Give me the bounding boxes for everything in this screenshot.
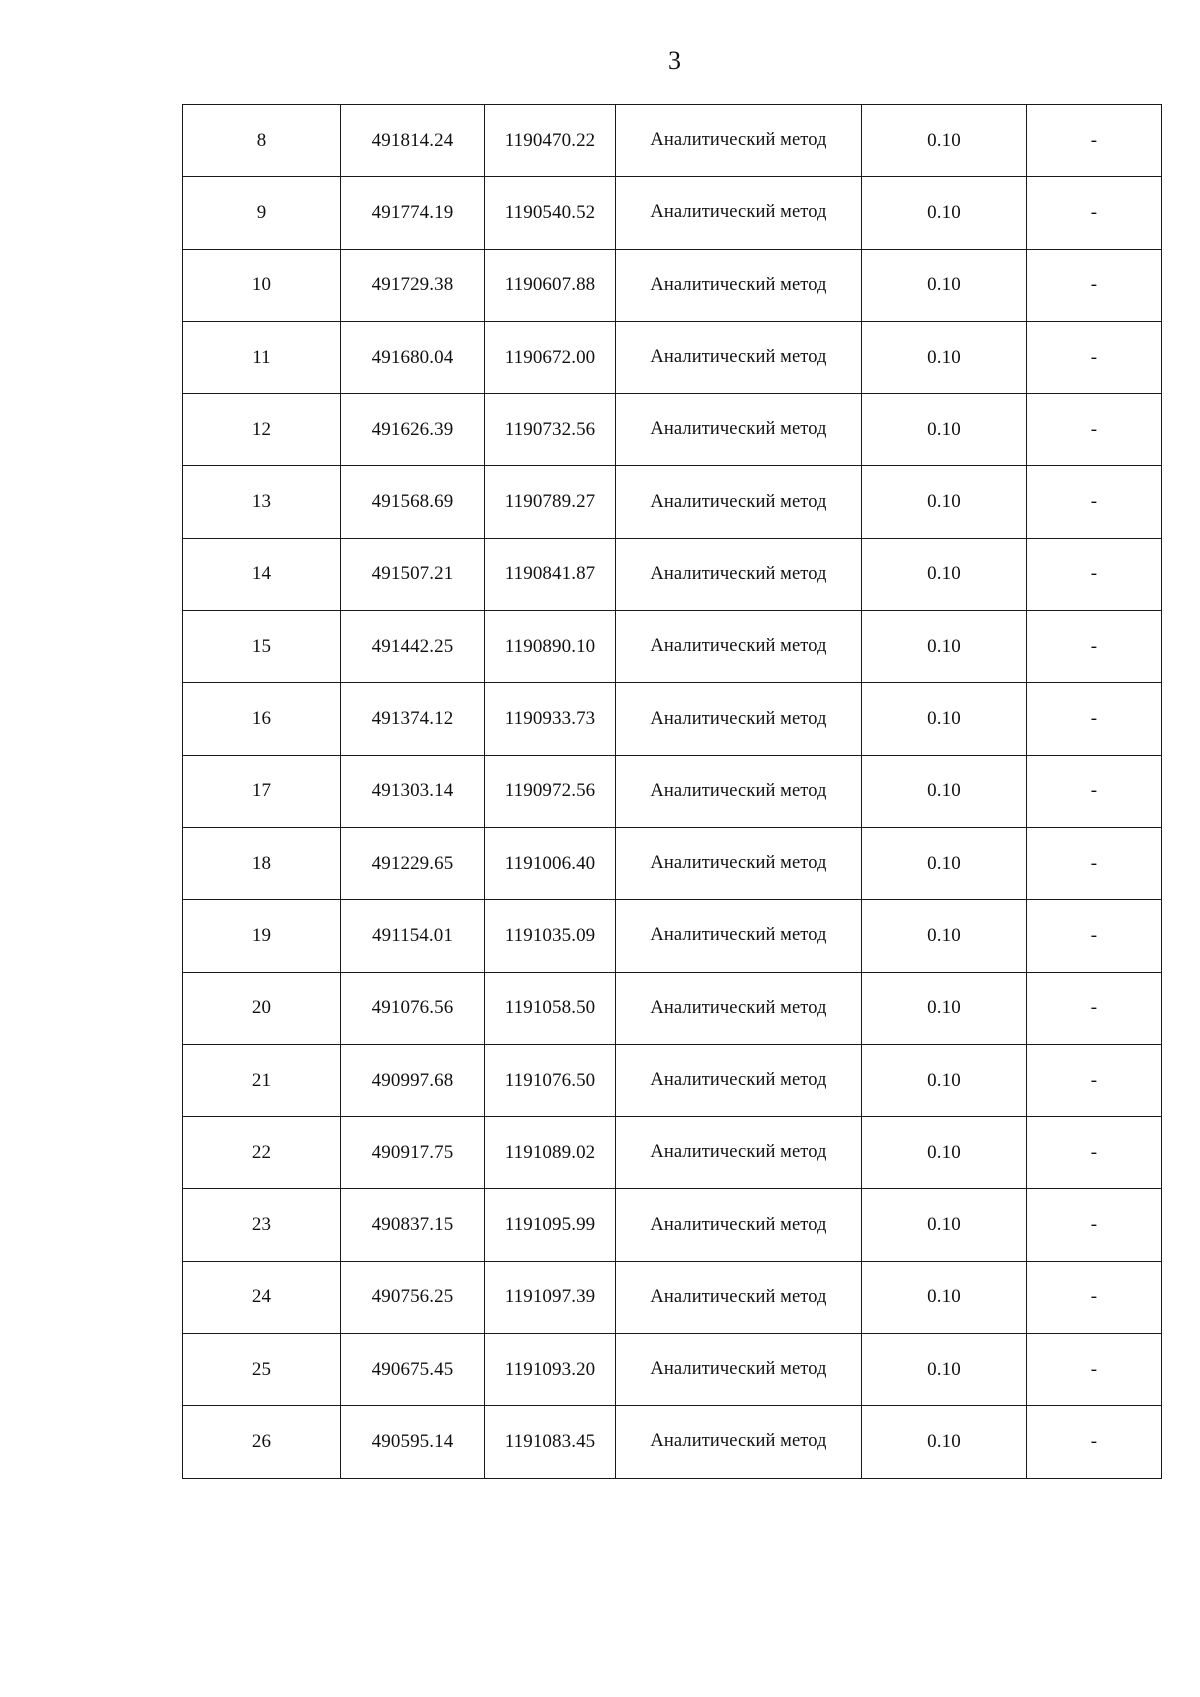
point-number-cell: 20 (183, 972, 341, 1044)
description-cell: - (1027, 900, 1162, 972)
point-number-cell: 9 (183, 177, 341, 249)
point-number-cell: 25 (183, 1334, 341, 1406)
method-cell: Аналитический метод (616, 538, 862, 610)
y-coordinate-cell: 1190732.56 (485, 394, 616, 466)
point-number-cell: 24 (183, 1261, 341, 1333)
point-number-cell: 23 (183, 1189, 341, 1261)
y-coordinate-cell: 1190672.00 (485, 321, 616, 393)
point-number-cell: 15 (183, 611, 341, 683)
method-cell: Аналитический метод (616, 466, 862, 538)
point-number-cell: 21 (183, 1044, 341, 1116)
x-coordinate-cell: 490837.15 (341, 1189, 485, 1261)
table-row (183, 105, 1162, 177)
method-cell: Аналитический метод (616, 394, 862, 466)
table-row (183, 972, 1162, 1044)
method-cell: Аналитический метод (616, 1261, 862, 1333)
accuracy-cell: 0.10 (862, 1261, 1027, 1333)
coordinates-table-body (183, 105, 1162, 1479)
description-cell: - (1027, 466, 1162, 538)
accuracy-cell: 0.10 (862, 683, 1027, 755)
point-number-cell: 8 (183, 105, 341, 177)
x-coordinate-cell: 490917.75 (341, 1117, 485, 1189)
y-coordinate-cell: 1191095.99 (485, 1189, 616, 1261)
table-row (183, 1406, 1162, 1478)
table-row (183, 1334, 1162, 1406)
table-row (183, 1117, 1162, 1189)
table-row (183, 249, 1162, 321)
method-cell: Аналитический метод (616, 1117, 862, 1189)
y-coordinate-cell: 1190470.22 (485, 105, 616, 177)
y-coordinate-cell: 1191089.02 (485, 1117, 616, 1189)
x-coordinate-cell: 491154.01 (341, 900, 485, 972)
x-coordinate-cell: 490595.14 (341, 1406, 485, 1478)
x-coordinate-cell: 491729.38 (341, 249, 485, 321)
y-coordinate-cell: 1190607.88 (485, 249, 616, 321)
description-cell: - (1027, 249, 1162, 321)
method-cell: Аналитический метод (616, 249, 862, 321)
method-cell: Аналитический метод (616, 105, 862, 177)
accuracy-cell: 0.10 (862, 972, 1027, 1044)
accuracy-cell: 0.10 (862, 611, 1027, 683)
table-row (183, 900, 1162, 972)
point-number-cell: 13 (183, 466, 341, 538)
description-cell: - (1027, 1189, 1162, 1261)
x-coordinate-cell: 491303.14 (341, 755, 485, 827)
description-cell: - (1027, 321, 1162, 393)
y-coordinate-cell: 1190789.27 (485, 466, 616, 538)
x-coordinate-cell: 491076.56 (341, 972, 485, 1044)
table-row (183, 1044, 1162, 1116)
coordinates-table (182, 104, 1162, 1479)
y-coordinate-cell: 1190540.52 (485, 177, 616, 249)
point-number-cell: 10 (183, 249, 341, 321)
table-row (183, 466, 1162, 538)
description-cell: - (1027, 105, 1162, 177)
y-coordinate-cell: 1191006.40 (485, 827, 616, 899)
point-number-cell: 14 (183, 538, 341, 610)
x-coordinate-cell: 491374.12 (341, 683, 485, 755)
y-coordinate-cell: 1190841.87 (485, 538, 616, 610)
description-cell: - (1027, 1261, 1162, 1333)
accuracy-cell: 0.10 (862, 466, 1027, 538)
accuracy-cell: 0.10 (862, 538, 1027, 610)
page-number: 3 (668, 46, 681, 75)
description-cell: - (1027, 538, 1162, 610)
description-cell: - (1027, 1334, 1162, 1406)
table-row (183, 177, 1162, 249)
x-coordinate-cell: 491814.24 (341, 105, 485, 177)
y-coordinate-cell: 1191093.20 (485, 1334, 616, 1406)
description-cell: - (1027, 394, 1162, 466)
accuracy-cell: 0.10 (862, 1044, 1027, 1116)
x-coordinate-cell: 490756.25 (341, 1261, 485, 1333)
y-coordinate-cell: 1191076.50 (485, 1044, 616, 1116)
point-number-cell: 19 (183, 900, 341, 972)
method-cell: Аналитический метод (616, 683, 862, 755)
method-cell: Аналитический метод (616, 177, 862, 249)
accuracy-cell: 0.10 (862, 105, 1027, 177)
point-number-cell: 26 (183, 1406, 341, 1478)
method-cell: Аналитический метод (616, 1044, 862, 1116)
accuracy-cell: 0.10 (862, 394, 1027, 466)
accuracy-cell: 0.10 (862, 827, 1027, 899)
y-coordinate-cell: 1191058.50 (485, 972, 616, 1044)
table-row (183, 1261, 1162, 1333)
description-cell: - (1027, 972, 1162, 1044)
x-coordinate-cell: 491568.69 (341, 466, 485, 538)
method-cell: Аналитический метод (616, 827, 862, 899)
point-number-cell: 11 (183, 321, 341, 393)
accuracy-cell: 0.10 (862, 755, 1027, 827)
x-coordinate-cell: 491680.04 (341, 321, 485, 393)
x-coordinate-cell: 491229.65 (341, 827, 485, 899)
accuracy-cell: 0.10 (862, 177, 1027, 249)
accuracy-cell: 0.10 (862, 1189, 1027, 1261)
table-row (183, 321, 1162, 393)
point-number-cell: 18 (183, 827, 341, 899)
point-number-cell: 16 (183, 683, 341, 755)
point-number-cell: 22 (183, 1117, 341, 1189)
y-coordinate-cell: 1190933.73 (485, 683, 616, 755)
description-cell: - (1027, 1117, 1162, 1189)
accuracy-cell: 0.10 (862, 1406, 1027, 1478)
accuracy-cell: 0.10 (862, 321, 1027, 393)
method-cell: Аналитический метод (616, 611, 862, 683)
accuracy-cell: 0.10 (862, 1334, 1027, 1406)
y-coordinate-cell: 1191097.39 (485, 1261, 616, 1333)
table-row (183, 755, 1162, 827)
y-coordinate-cell: 1190972.56 (485, 755, 616, 827)
description-cell: - (1027, 755, 1162, 827)
description-cell: - (1027, 1044, 1162, 1116)
description-cell: - (1027, 611, 1162, 683)
description-cell: - (1027, 1406, 1162, 1478)
description-cell: - (1027, 683, 1162, 755)
table-row (183, 611, 1162, 683)
x-coordinate-cell: 491774.19 (341, 177, 485, 249)
method-cell: Аналитический метод (616, 972, 862, 1044)
description-cell: - (1027, 827, 1162, 899)
accuracy-cell: 0.10 (862, 900, 1027, 972)
method-cell: Аналитический метод (616, 1334, 862, 1406)
x-coordinate-cell: 491626.39 (341, 394, 485, 466)
accuracy-cell: 0.10 (862, 249, 1027, 321)
table-row (183, 394, 1162, 466)
x-coordinate-cell: 490675.45 (341, 1334, 485, 1406)
table-row (183, 1189, 1162, 1261)
method-cell: Аналитический метод (616, 321, 862, 393)
table-row (183, 538, 1162, 610)
x-coordinate-cell: 491507.21 (341, 538, 485, 610)
description-cell: - (1027, 177, 1162, 249)
method-cell: Аналитический метод (616, 1189, 862, 1261)
x-coordinate-cell: 491442.25 (341, 611, 485, 683)
point-number-cell: 17 (183, 755, 341, 827)
method-cell: Аналитический метод (616, 1406, 862, 1478)
y-coordinate-cell: 1190890.10 (485, 611, 616, 683)
y-coordinate-cell: 1191035.09 (485, 900, 616, 972)
point-number-cell: 12 (183, 394, 341, 466)
x-coordinate-cell: 490997.68 (341, 1044, 485, 1116)
method-cell: Аналитический метод (616, 900, 862, 972)
y-coordinate-cell: 1191083.45 (485, 1406, 616, 1478)
table-row (183, 683, 1162, 755)
method-cell: Аналитический метод (616, 755, 862, 827)
accuracy-cell: 0.10 (862, 1117, 1027, 1189)
table-row (183, 827, 1162, 899)
